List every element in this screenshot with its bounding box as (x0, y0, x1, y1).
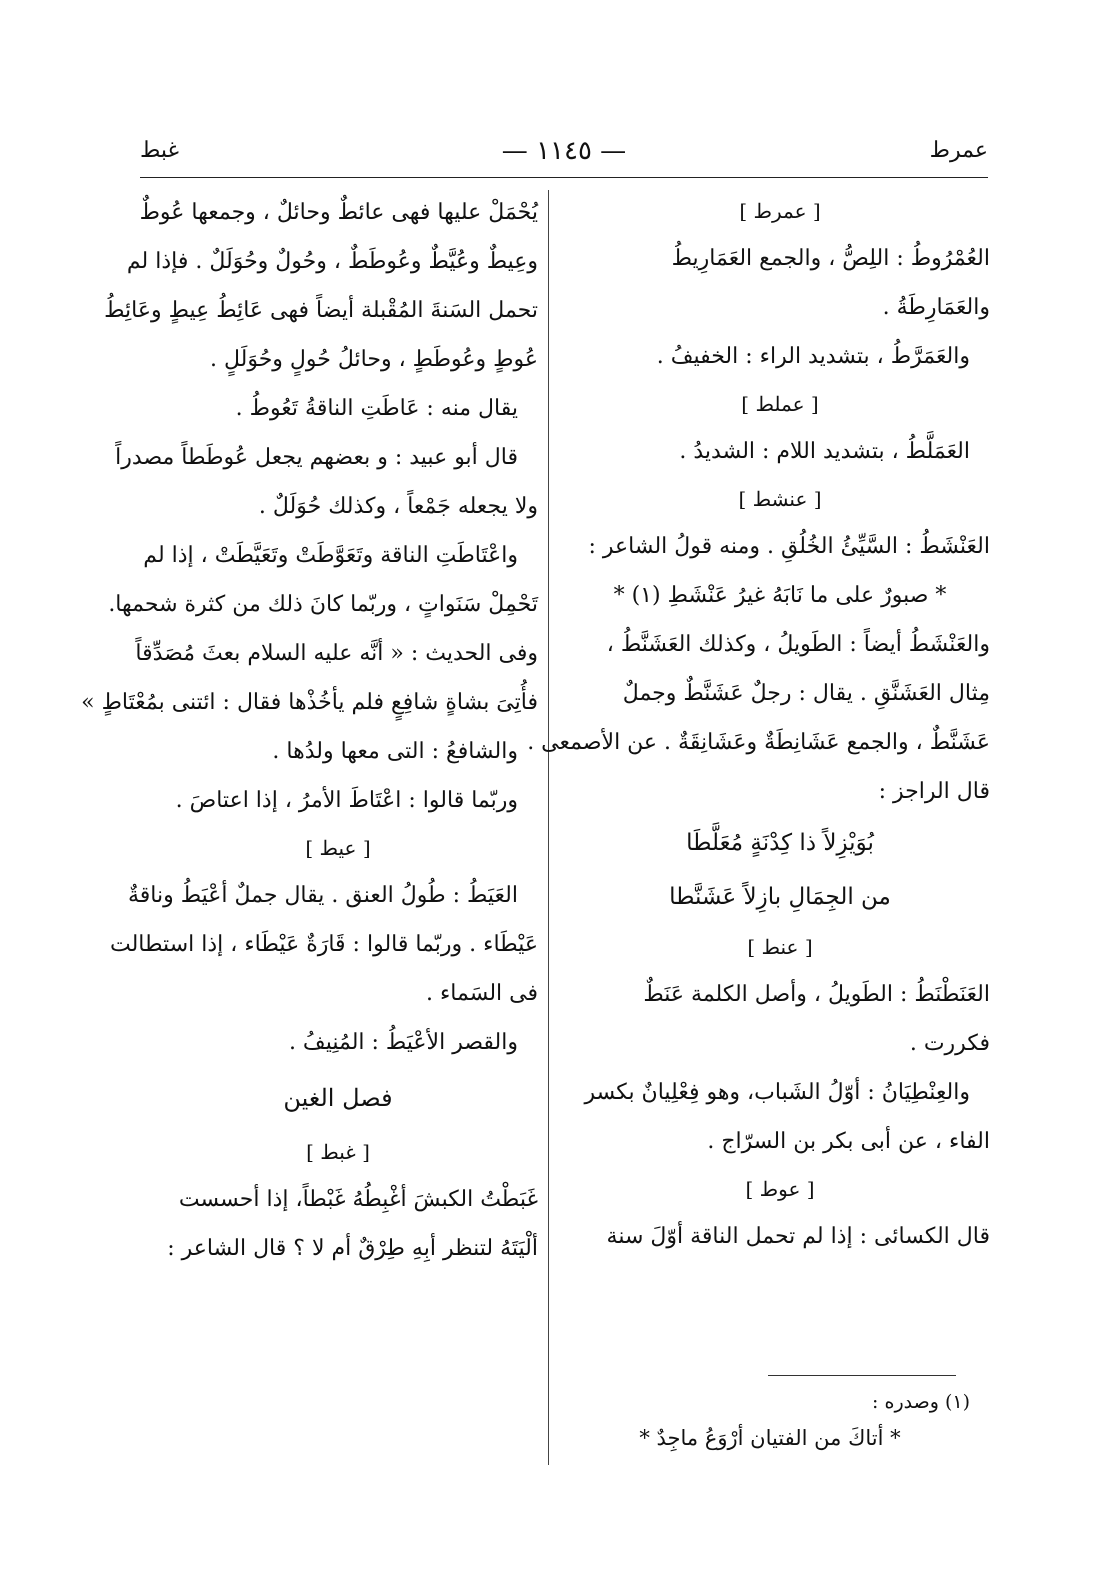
header-catchword-left: غبط (140, 138, 180, 163)
text-line: العُمْرُوطُ : اللِصُّ ، والجمع العَمَارِيطُ (671, 246, 990, 271)
text-line: والشافعُ : التى معها ولدُها . (272, 739, 518, 764)
text-line: ألْيَتَهُ لتنظر أبِهِ طِرْقٌ أم لا ؟ قال الشاعر : (167, 1236, 538, 1261)
text-line: والقصر الأعْيَطُ : المُنِيفُ . (288, 1030, 518, 1055)
text-line: وفى الحديث : « أنَّه عليه السلام بعثَ مُصَدِّقاً (135, 641, 538, 666)
entry-heading: [ عوط ] (745, 1177, 815, 1201)
page-number: — ١١٤٥ — (501, 136, 627, 166)
text-line: قال الراجز : (878, 779, 990, 804)
text-line: مِثال العَشَنَّقِ . يقال : رجلٌ عَشَنَّطٌ وجملٌ (622, 681, 990, 706)
text-line: عَشَنَّطٌ ، والجمع عَشَانِطَةٌ وعَشَانِقَةٌ . عن الأصمعى . (527, 730, 990, 755)
text-line: العَمَلَّطُ ، بتشديد اللام : الشديدُ . (679, 439, 970, 464)
footnote-line: * أتاكَ من الفتيان أرْوَعُ ماجِدٌ * (639, 1426, 901, 1450)
text-line: فكررت . (909, 1031, 990, 1056)
footnote (570, 1384, 970, 1456)
column-divider (548, 190, 549, 1465)
text-line: العَنْشَطُ : السَّيِّئُ الخُلُقِ . ومنه قولُ الشاعر : (588, 534, 990, 559)
entry-heading: [ غبط ] (306, 1140, 370, 1164)
text-line: الفاء ، عن أبى بكر بن السرّاج . (707, 1129, 990, 1154)
header-rule (140, 177, 988, 178)
running-header (140, 136, 988, 176)
text-line: تَحْمِلْ سَنَواتٍ ، وربّما كانَ ذلك من كثرة شحمها. (108, 592, 538, 617)
text-line: عُوطٍ وعُوطَطٍ ، وحائلُ حُولٍ وحُوَلَلٍ . (209, 347, 538, 372)
text-line: والعَنْشَطُ أيضاً : الطَويلُ ، وكذلك العَشَنَّطُ ، (606, 632, 990, 657)
text-line: قال أبو عبيد : و بعضهم يجعل عُوطَطاً مصدراً (115, 445, 518, 470)
section-title: فصل الغين (283, 1084, 393, 1112)
header-catchword-right: عمرط (929, 138, 988, 163)
text-line: العَيَطُ : طُولُ العنق . يقال جملٌ أعْيَطُ وناقةٌ (127, 883, 518, 908)
text-line: عَيْطَاء . وربّما قالوا : قَارَةٌ عَيْطَاء ، إذا استطالت (110, 932, 538, 957)
text-line: تحمل السَنةَ المُقْبلة أيضاً فهى عَائِطُ عِيطٍ وعَائِطُ (104, 298, 538, 323)
verse-line: * صبورٌ على ما نَابَهُ غيرُ عَنْشَطِ (١) * (613, 583, 947, 608)
text-line: والعِنْطِيَانُ : أوّلُ الشَباب، وهو فِعْلِيانٌ بكسر (584, 1080, 970, 1105)
text-line: والعَمَرَّطُ ، بتشديد الراء : الخفيفُ . (656, 344, 970, 369)
text-line: قال الكسائى : إذا لم تحمل الناقة أوّلَ سنة (606, 1224, 990, 1249)
text-line: فى السَماء . (425, 981, 538, 1006)
entry-heading: [ عمرط ] (739, 199, 821, 223)
left-column (81, 188, 538, 1273)
verse-line: بُوَيْزِلاً ذا كِدْنَةٍ مُعَلَّطَا (686, 830, 874, 856)
text-line: وعِيطٌ وعُيَّطٌ وعُوطَطٌ ، وحُولٌ وحُوَلَلٌ . فإذا لم (126, 249, 538, 274)
verse-line: من الجِمَالِ بازِلاً عَشَنَّطا (669, 884, 891, 910)
entry-heading: [ عنشط ] (738, 487, 822, 511)
text-line: غَبَطْتُ الكبشَ أغْبِطُهُ غَبْطاً، إذا أحسست (178, 1187, 538, 1212)
footnote-line: (١) وصدره : (872, 1391, 970, 1413)
text-line: ولا يجعله جَمْعاً ، وكذلك حُوَلَلٌ . (258, 494, 538, 519)
text-line: وربّما قالوا : اعْتَاطَ الأمرُ ، إذا اعتاصَ . (175, 788, 518, 813)
entry-heading: [ عيط ] (305, 836, 371, 860)
text-line: العَنَطْنَطُ : الطَويلُ ، وأصل الكلمة عَنَطٌ (643, 982, 990, 1007)
text-line: يقال منه : عَاطَتِ الناقةُ تَعُوطُ . (235, 396, 518, 421)
entry-heading: [ عنط ] (747, 935, 813, 959)
text-line: فأُتِىَ بشاةٍ شافِعٍ فلم يأخُذْها فقال : ائتنى بمُعْتَاطٍ » (81, 690, 538, 715)
entry-heading: [ عملط ] (741, 392, 819, 416)
text-line: واعْتَاطَتِ الناقة وتَعَوَّطَتْ وتَعَيَّطَتْ ، إذا لم (143, 543, 518, 568)
text-line: والعَمَارِطَةُ . (882, 295, 990, 320)
footnote-rule (768, 1375, 956, 1376)
right-column (527, 188, 990, 1261)
text-line: يُحْمَلْ عليها فهى عائطٌ وحائلٌ ، وجمعها عُوطٌ (139, 200, 538, 225)
